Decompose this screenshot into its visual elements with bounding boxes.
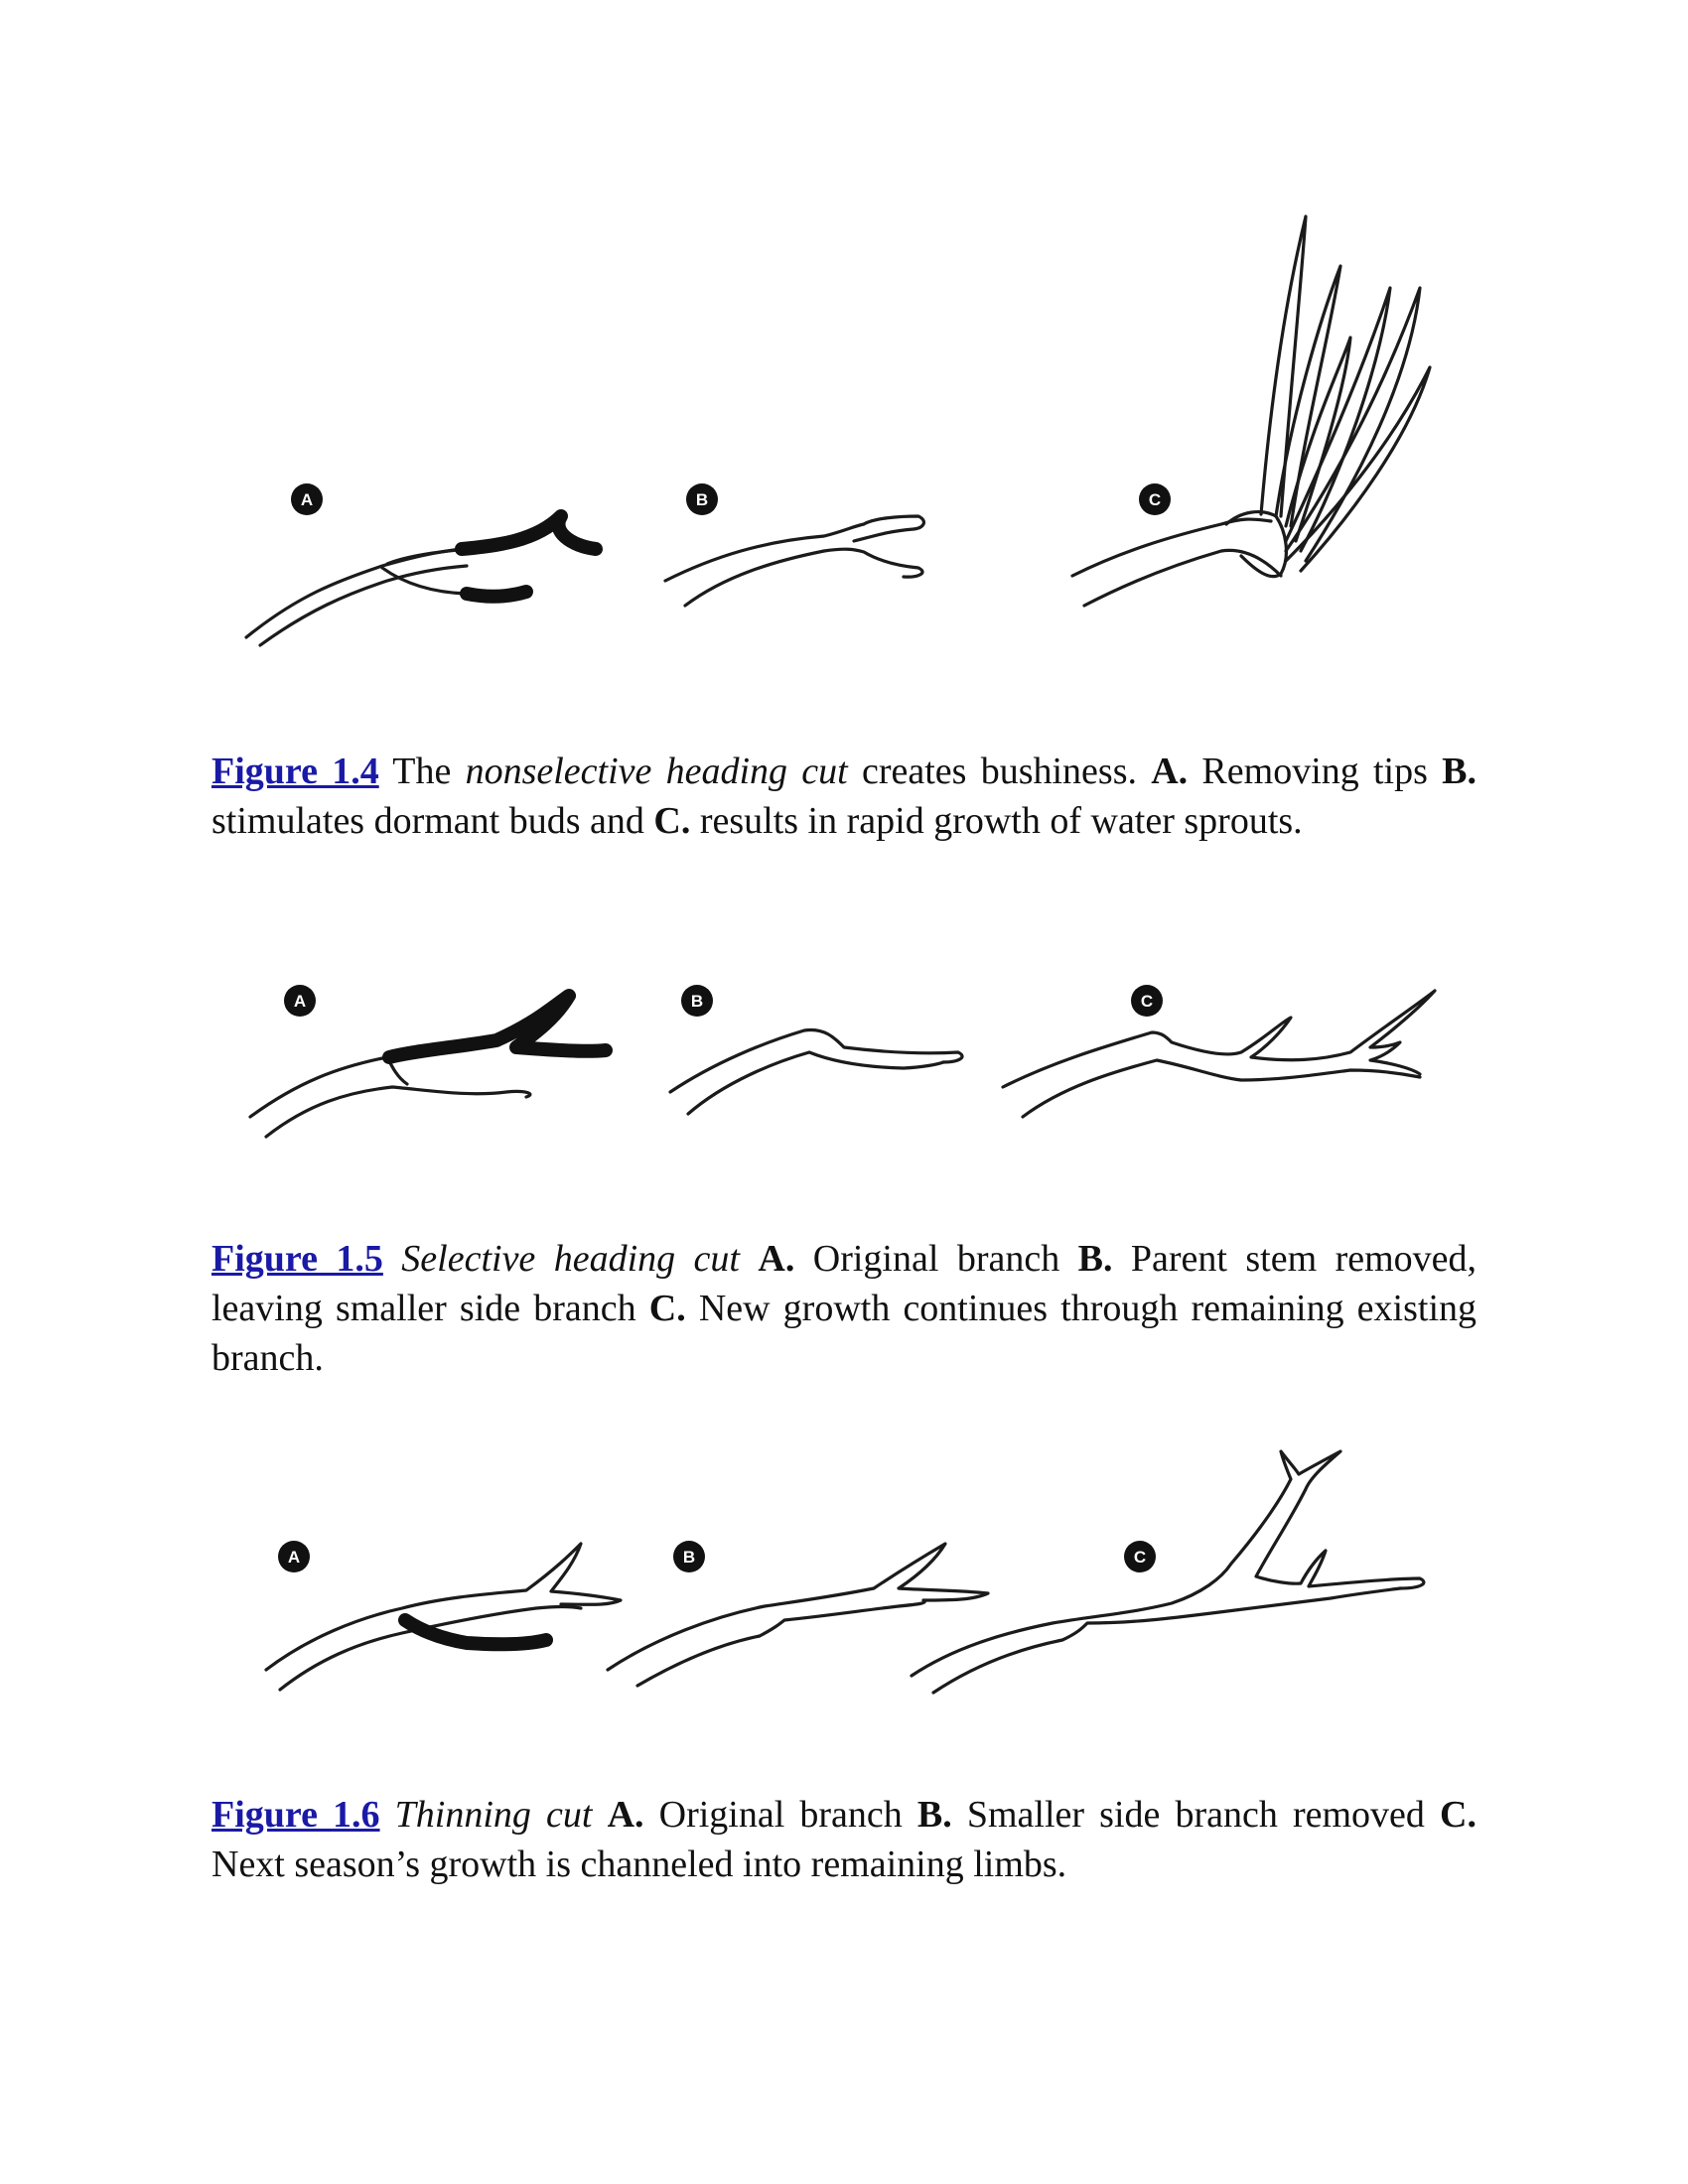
branch-a <box>250 996 606 1137</box>
svg-text:A: A <box>287 1548 301 1567</box>
badge-b <box>686 483 718 515</box>
svg-text:C: C <box>1133 1548 1147 1567</box>
badge-c <box>1131 985 1163 1017</box>
branch-c <box>1072 216 1430 606</box>
svg-text:C: C <box>1148 490 1162 509</box>
svg-text:A: A <box>300 490 314 509</box>
figure-1-5-link[interactable]: Figure 1.5 <box>211 1238 383 1280</box>
branch-c <box>912 1451 1424 1693</box>
badge-a <box>284 985 316 1017</box>
caption-figure-1-5 <box>211 1234 1477 1383</box>
figure-1-4-link[interactable]: Figure 1.4 <box>211 751 379 792</box>
branch-b <box>670 1029 962 1114</box>
badge-c <box>1124 1541 1156 1572</box>
badge-c <box>1139 483 1171 515</box>
figure-1-6-illustration <box>0 1439 1688 1698</box>
svg-text:B: B <box>695 490 709 509</box>
badge-a <box>291 483 323 515</box>
caption-figure-1-6 <box>211 1790 1477 1889</box>
svg-text:B: B <box>682 1548 696 1567</box>
branch-a <box>246 516 596 645</box>
caption-text: Selective heading cut A. Original branch B. Parent stem removed, leaving smaller side branch C. New growth continues through remaining existing branch. <box>211 1238 1477 1379</box>
figure-1-5-illustration <box>0 953 1688 1152</box>
branch-b <box>665 516 923 606</box>
badge-b <box>673 1541 705 1572</box>
svg-text:B: B <box>690 992 704 1011</box>
branch-a <box>266 1544 621 1690</box>
badge-b <box>681 985 713 1017</box>
caption-text: The nonselective heading cut creates bushiness. A. Removing tips B. stimulates dormant buds and C. results in rapid growth of water sprouts. <box>211 751 1477 842</box>
caption-figure-1-4 <box>211 747 1477 846</box>
svg-text:A: A <box>293 992 307 1011</box>
figure-1-6-link[interactable]: Figure 1.6 <box>211 1794 380 1836</box>
badge-a <box>278 1541 310 1572</box>
branch-c <box>1003 991 1435 1117</box>
figure-1-4-illustration <box>0 199 1688 655</box>
svg-text:C: C <box>1140 992 1154 1011</box>
caption-text: Thinning cut A. Original branch B. Smaller side branch removed C. Next season’s growth is channeled into remaining limbs. <box>211 1794 1477 1885</box>
